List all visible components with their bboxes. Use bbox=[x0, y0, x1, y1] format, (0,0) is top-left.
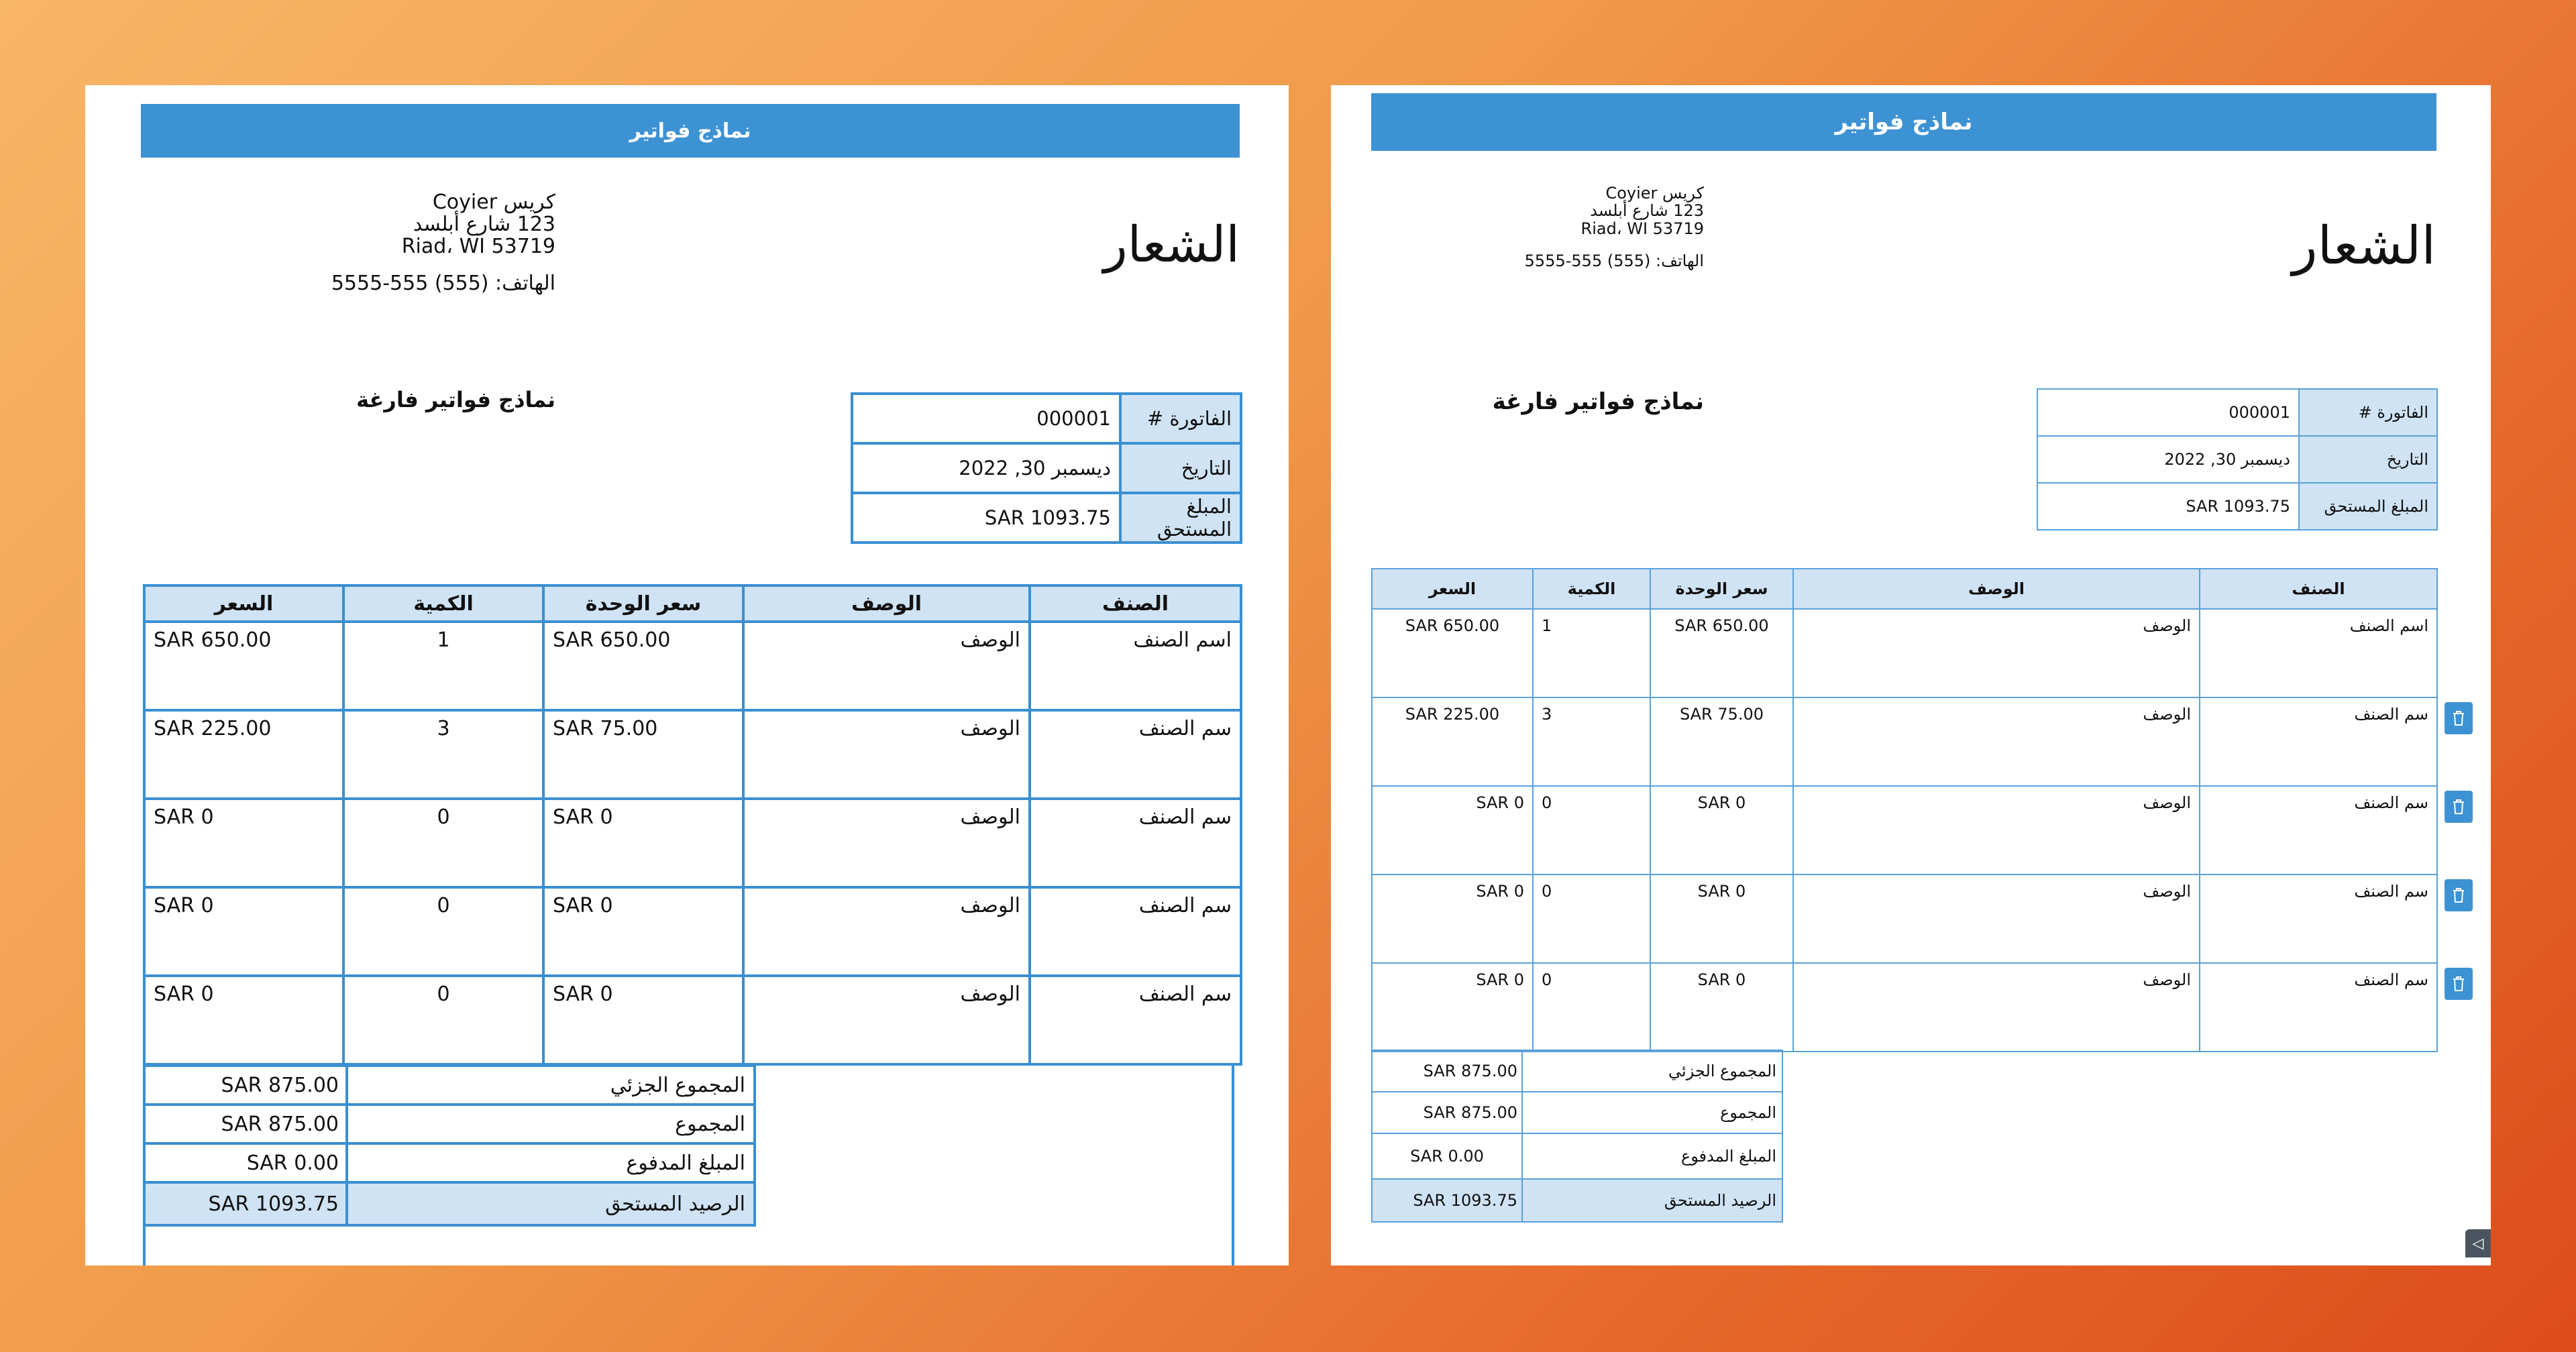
table-row bbox=[1372, 697, 2437, 786]
company-logo-text: الشعار bbox=[1103, 216, 1240, 274]
invoice-number-value[interactable]: 000001 bbox=[852, 394, 1120, 443]
table-row bbox=[144, 799, 1241, 887]
total-value: SAR 875.00 bbox=[1372, 1092, 1522, 1133]
row-quantity[interactable]: 0 bbox=[343, 976, 543, 1064]
row-item[interactable]: سم الصنف bbox=[1030, 976, 1241, 1064]
invoice-header-title[interactable]: نماذج فواتير bbox=[1835, 109, 1973, 135]
row-description[interactable]: الوصف bbox=[1793, 697, 2200, 786]
company-address[interactable] bbox=[1436, 184, 1704, 270]
row-unit-cost[interactable]: SAR 75.00 bbox=[1650, 697, 1793, 786]
row-price: SAR 0 bbox=[1372, 963, 1533, 1052]
invoice-header-title: نماذج فواتير bbox=[629, 119, 751, 143]
column-header-price: السعر bbox=[144, 585, 343, 622]
row-unit-cost[interactable]: SAR 650.00 bbox=[543, 622, 743, 710]
row-description[interactable]: الوصف bbox=[743, 976, 1030, 1064]
row-unit-cost[interactable]: SAR 75.00 bbox=[543, 710, 743, 799]
delete-row-button[interactable] bbox=[2445, 702, 2473, 734]
row-item[interactable]: سم الصنف bbox=[2200, 786, 2437, 875]
row-item[interactable]: اسم الصنف bbox=[2200, 609, 2437, 697]
row-quantity[interactable]: 1 bbox=[1533, 609, 1650, 697]
row-price: SAR 0 bbox=[1372, 786, 1533, 875]
row-description[interactable]: الوصف bbox=[1793, 609, 2200, 697]
company-phone: الهاتف: (555) 555-5555 bbox=[331, 272, 555, 295]
column-header-unit-cost: سعر الوحدة bbox=[1650, 569, 1793, 609]
column-header-unit-cost: سعر الوحدة bbox=[543, 585, 743, 622]
invoice-meta-table bbox=[2037, 388, 2438, 530]
table-row bbox=[144, 622, 1241, 710]
balance-due-label: الرصيد المستحق bbox=[347, 1182, 755, 1225]
row-item[interactable]: سم الصنف bbox=[2200, 875, 2437, 963]
customer-title[interactable]: نماذج فواتير فارغة bbox=[1492, 388, 1704, 415]
edge-tab-button[interactable] bbox=[2465, 1229, 2491, 1257]
row-price: SAR 0 bbox=[1372, 875, 1533, 963]
amount-paid-value[interactable]: SAR 0.00 bbox=[1372, 1133, 1522, 1179]
invoice-header-bar bbox=[1371, 93, 2436, 151]
table-row bbox=[1372, 963, 2437, 1052]
row-unit-cost[interactable]: SAR 0 bbox=[543, 887, 743, 976]
row-description[interactable]: الوصف bbox=[1793, 875, 2200, 963]
row-price: SAR 225.00 bbox=[144, 710, 343, 799]
invoice-editor-web bbox=[1331, 85, 2491, 1265]
total-label: المجموع bbox=[347, 1105, 755, 1143]
delete-row-button[interactable] bbox=[2445, 879, 2473, 911]
company-address bbox=[220, 191, 555, 294]
invoice-number-label: الفاتورة # bbox=[1120, 394, 1241, 443]
row-price: SAR 650.00 bbox=[1372, 609, 1533, 697]
column-header-quantity: الكمية bbox=[343, 585, 543, 622]
table-row bbox=[1372, 875, 2437, 963]
delete-row-button[interactable] bbox=[2445, 968, 2473, 1000]
invoice-meta-table bbox=[851, 392, 1242, 544]
table-row bbox=[144, 710, 1241, 799]
address-line-3: Riad، WI 53719 bbox=[1580, 219, 1704, 238]
row-unit-cost[interactable]: SAR 0 bbox=[543, 799, 743, 887]
row-item[interactable]: سم الصنف bbox=[2200, 963, 2437, 1052]
subtotal-label: المجموع الجزئي bbox=[1522, 1050, 1782, 1092]
row-item[interactable]: سم الصنف bbox=[2200, 697, 2437, 786]
address-line-2: 123 شارع أبلسد bbox=[1590, 201, 1704, 221]
totals-values bbox=[143, 1064, 756, 1227]
table-row bbox=[144, 887, 1241, 976]
invoice-date-label: التاريخ bbox=[2299, 436, 2437, 483]
company-logo-text[interactable]: الشعار bbox=[2292, 216, 2436, 276]
row-unit-cost[interactable]: SAR 0 bbox=[1650, 786, 1793, 875]
row-item[interactable]: اسم الصنف bbox=[1030, 622, 1241, 710]
row-price: SAR 0 bbox=[144, 799, 343, 887]
items-table bbox=[1371, 568, 2438, 1052]
row-quantity[interactable]: 0 bbox=[343, 799, 543, 887]
row-description[interactable]: الوصف bbox=[1793, 963, 2200, 1052]
row-unit-cost[interactable]: SAR 0 bbox=[1650, 963, 1793, 1052]
balance-due-label: الرصيد المستحق bbox=[1522, 1179, 1782, 1222]
amount-due-value: SAR 1093.75 bbox=[2037, 483, 2299, 530]
row-unit-cost[interactable]: SAR 650.00 bbox=[1650, 609, 1793, 697]
trash-icon bbox=[2451, 975, 2466, 993]
row-item[interactable]: سم الصنف bbox=[1030, 887, 1241, 976]
row-price: SAR 225.00 bbox=[1372, 697, 1533, 786]
invoice-date-value[interactable]: ديسمبر 30, 2022 bbox=[2037, 436, 2299, 483]
invoice-number-value[interactable]: 000001 bbox=[2037, 389, 2299, 436]
delete-row-button[interactable] bbox=[2445, 791, 2473, 823]
column-header-price: السعر bbox=[1372, 569, 1533, 609]
amount-due-label: المبلغ المستحق bbox=[2299, 483, 2437, 530]
invoice-date-label: التاريخ bbox=[1120, 443, 1241, 493]
subtotal-label: المجموع الجزئي bbox=[347, 1066, 755, 1105]
row-quantity[interactable]: 3 bbox=[1533, 697, 1650, 786]
amount-paid-label: المبلغ المدفوع bbox=[347, 1143, 755, 1182]
invoice-header-bar bbox=[141, 104, 1240, 158]
amount-due-value: SAR 1093.75 bbox=[852, 493, 1120, 543]
row-unit-cost[interactable]: SAR 0 bbox=[1650, 875, 1793, 963]
address-line-3: Riad، WI 53719 bbox=[401, 235, 555, 258]
row-quantity[interactable]: 0 bbox=[343, 887, 543, 976]
table-row bbox=[1372, 786, 2437, 875]
row-unit-cost[interactable]: SAR 0 bbox=[543, 976, 743, 1064]
trash-icon bbox=[2451, 710, 2466, 727]
row-quantity[interactable]: 0 bbox=[1533, 786, 1650, 875]
invoice-preview-pdf bbox=[85, 85, 1289, 1265]
invoice-date-value[interactable]: ديسمبر 30, 2022 bbox=[852, 443, 1120, 493]
column-header-item: الصنف bbox=[2200, 569, 2437, 609]
address-line-1: كريس Coyier bbox=[1605, 184, 1704, 203]
row-quantity[interactable]: 3 bbox=[343, 710, 543, 799]
row-item[interactable]: سم الصنف bbox=[1030, 710, 1241, 799]
amount-due-label: المبلغ المستحق bbox=[1120, 493, 1241, 543]
totals-table bbox=[1371, 1050, 1783, 1223]
customer-title: نماذج فواتير فارغة bbox=[356, 387, 555, 412]
balance-due-value: SAR 1093.75 bbox=[1372, 1179, 1522, 1222]
amount-paid-value[interactable]: SAR 0.00 bbox=[144, 1143, 347, 1182]
row-description[interactable]: الوصف bbox=[743, 799, 1030, 887]
row-quantity[interactable]: 0 bbox=[1533, 963, 1650, 1052]
row-description[interactable]: الوصف bbox=[743, 622, 1030, 710]
row-item[interactable]: سم الصنف bbox=[1030, 799, 1241, 887]
row-description[interactable]: الوصف bbox=[743, 887, 1030, 976]
column-header-quantity: الكمية bbox=[1533, 569, 1650, 609]
trash-icon bbox=[2451, 887, 2466, 904]
column-header-description: الوصف bbox=[1793, 569, 2200, 609]
table-row bbox=[144, 976, 1241, 1064]
column-header-description: الوصف bbox=[743, 585, 1030, 622]
table-row bbox=[1372, 609, 2437, 697]
total-label: المجموع bbox=[1522, 1092, 1782, 1133]
balance-due-value: SAR 1093.75 bbox=[144, 1182, 347, 1225]
row-price: SAR 0 bbox=[144, 887, 343, 976]
row-description[interactable]: الوصف bbox=[743, 710, 1030, 799]
row-quantity[interactable]: 0 bbox=[1533, 875, 1650, 963]
subtotal-value: SAR 875.00 bbox=[144, 1066, 347, 1105]
invoice-number-label: الفاتورة # bbox=[2299, 389, 2437, 436]
column-header-item: الصنف bbox=[1030, 585, 1241, 622]
row-price: SAR 0 bbox=[144, 976, 343, 1064]
address-line-2: 123 شارع أبلسد bbox=[413, 213, 555, 236]
chevron-icon: ◁ bbox=[2472, 1235, 2484, 1252]
row-quantity[interactable]: 1 bbox=[343, 622, 543, 710]
trash-icon bbox=[2451, 798, 2466, 815]
row-description[interactable]: الوصف bbox=[1793, 786, 2200, 875]
company-phone: الهاتف: (555) 555-5555 bbox=[1524, 251, 1704, 271]
subtotal-value: SAR 875.00 bbox=[1372, 1050, 1522, 1092]
amount-paid-label: المبلغ المدفوع bbox=[1522, 1133, 1782, 1179]
row-price: SAR 650.00 bbox=[144, 622, 343, 710]
total-value: SAR 875.00 bbox=[144, 1105, 347, 1143]
address-line-1: كريس Coyier bbox=[432, 190, 555, 214]
items-table bbox=[143, 584, 1242, 1066]
